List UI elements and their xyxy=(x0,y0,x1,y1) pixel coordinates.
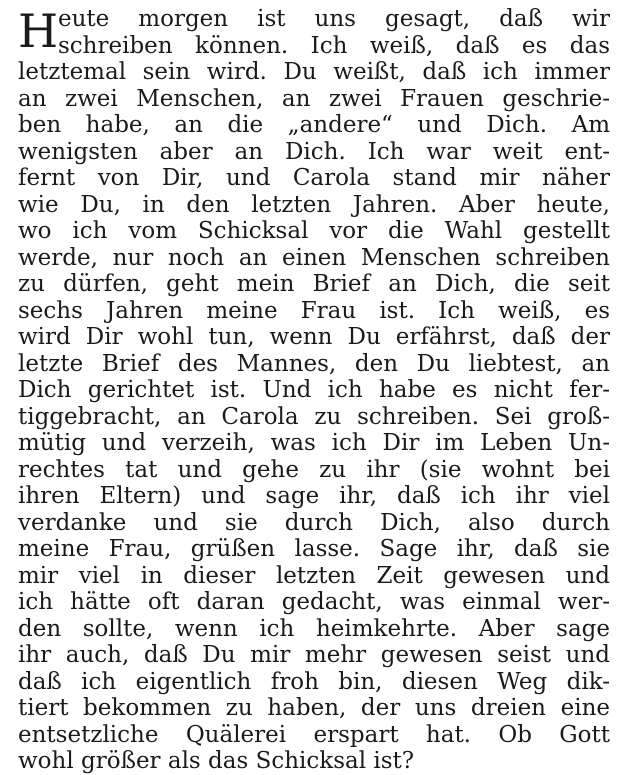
text-line: mir viel in dieser letzten Zeit gewesen und xyxy=(18,562,610,589)
dropcap-letter: H xyxy=(18,4,59,58)
text-line: sechs Jahren meine Frau ist. Ich weiß, es xyxy=(18,297,610,324)
text-line: zu dürfen, geht mein Brief an Dich, die seit xyxy=(18,271,610,297)
text-line: entsetzliche Quälerei erspart hat. Ob Gott xyxy=(18,721,610,748)
text-line: ben habe, an die „andere“ und Dich. Am xyxy=(18,112,610,138)
text-line: ich hätte oft daran gedacht, was einmal wer- xyxy=(18,589,610,615)
text-line: an zwei Menschen, an zwei Frauen geschrie- xyxy=(18,85,610,112)
text-line: wie Du, in den letzten Jahren. Aber heute, xyxy=(18,191,610,218)
text-line: schreiben können. Ich weiß, daß es das xyxy=(58,32,610,59)
text-line: daß ich eigentlich froh bin, diesen Weg dik- xyxy=(18,668,610,695)
text-line: fernt von Dir, und Carola stand mir näher xyxy=(18,165,610,191)
text-line: wird Dir wohl tun, wenn Du erfährst, daß der xyxy=(18,324,610,350)
text-line: letzte Brief des Mannes, den Du liebtest, an xyxy=(18,350,610,377)
text-line: tiert bekommen zu haben, der uns dreien eine xyxy=(18,695,610,721)
text-line: rechtes tat und gehe zu ihr (sie wohnt bei xyxy=(18,456,610,483)
text-line: werde, nur noch an einen Menschen schreiben xyxy=(18,244,610,271)
text-line: mütig und verzeih, was ich Dir im Leben Un- xyxy=(18,430,610,456)
text-line: wenigsten aber an Dich. Ich war weit ent- xyxy=(18,138,610,165)
text-line: meine Frau, grüßen lasse. Sage ihr, daß sie xyxy=(18,536,610,562)
text-line: letztemal sein wird. Du weißt, daß ich immer xyxy=(18,59,610,85)
text-line: tiggebracht, an Carola zu schreiben. Sei groß- xyxy=(18,403,610,430)
text-line: ihren Eltern) und sage ihr, daß ich ihr viel xyxy=(18,483,610,509)
text-line: eute morgen ist uns gesagt, daß wir xyxy=(58,6,610,32)
text-line: verdanke und sie durch Dich, also durch xyxy=(18,509,610,536)
text-line: Dich gerichtet ist. Und ich habe es nicht fer- xyxy=(18,377,610,403)
text-line: ihr auch, daß Du mir mehr gewesen seist und xyxy=(18,642,610,668)
text-line: den sollte, wenn ich heimkehrte. Aber sage xyxy=(18,615,610,642)
letter-text xyxy=(18,6,610,775)
text-line: wo ich vom Schicksal vor die Wahl gestellt xyxy=(18,218,610,244)
text-line: wohl größer als das Schicksal ist? xyxy=(18,748,415,774)
